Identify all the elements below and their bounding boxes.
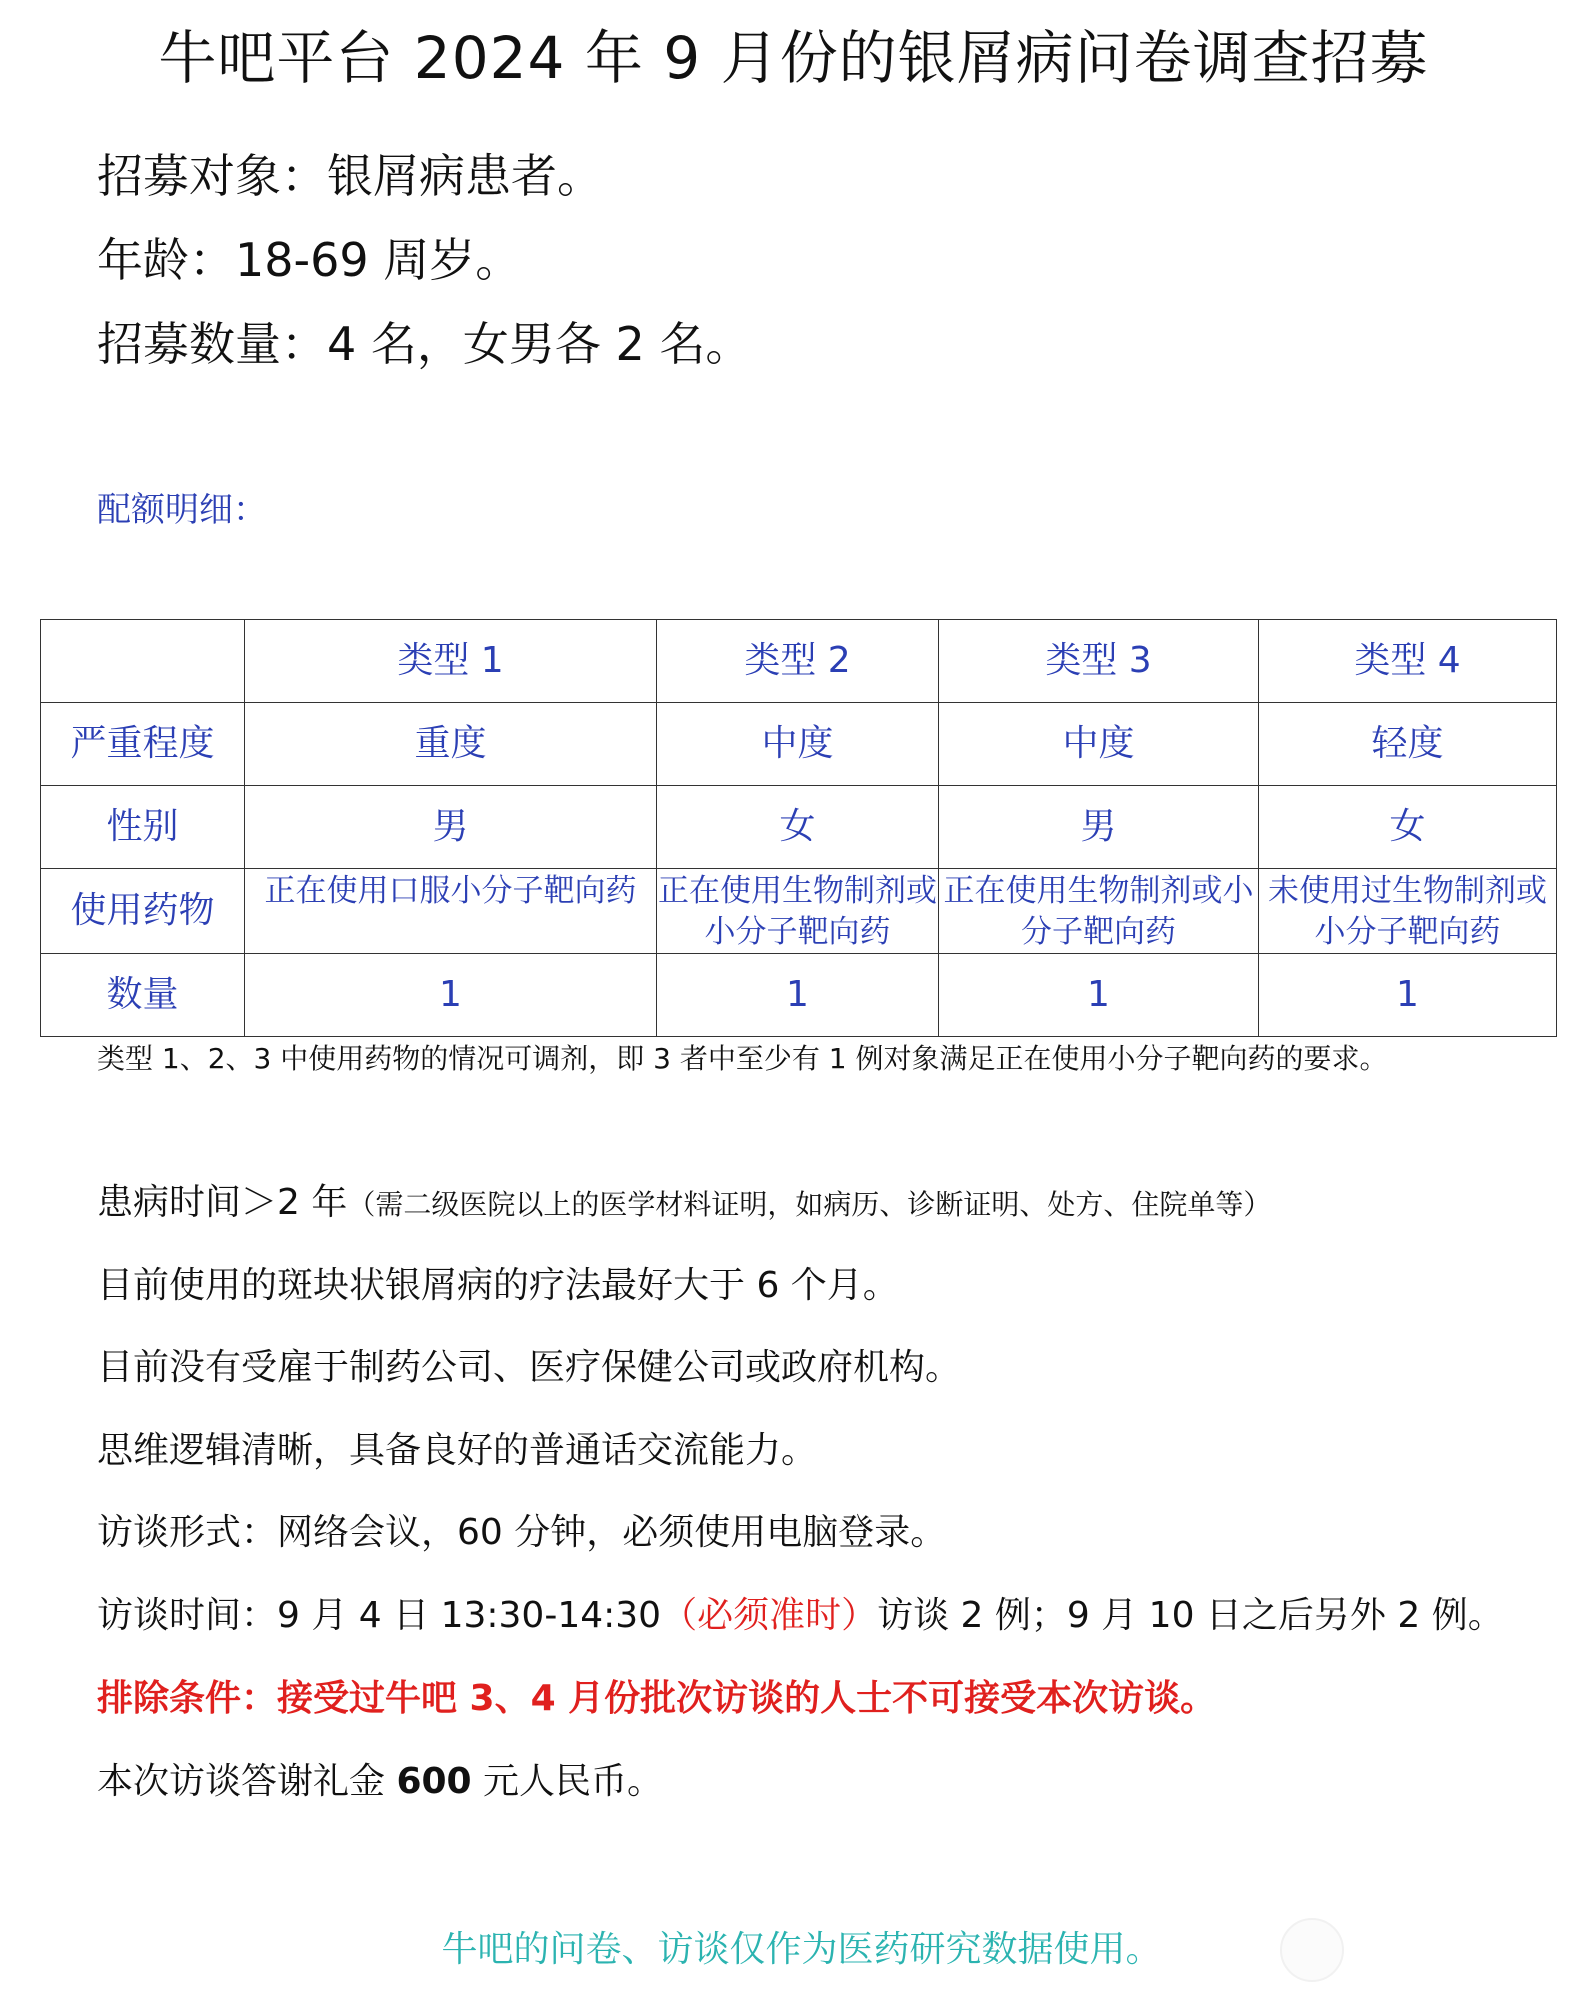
- table-header-cell: 类型 3: [939, 620, 1259, 703]
- table-cell: 男: [245, 786, 657, 869]
- table-cell: 1: [657, 954, 939, 1037]
- duration-requirement: [97, 1178, 1271, 1230]
- communication-requirement: 思维逻辑清晰，具备良好的普通话交流能力。: [97, 1430, 818, 1471]
- watermark-logo: [1280, 1918, 1344, 1982]
- therapy-requirement: 目前使用的斑块状银屑病的疗法最好大于 6 个月。: [97, 1265, 899, 1306]
- interview-time: [97, 1591, 1504, 1641]
- table-cell: 轻度: [1259, 703, 1557, 786]
- table-row: [41, 786, 1557, 869]
- table-cell: 重度: [245, 703, 657, 786]
- table-cell: 中度: [939, 703, 1259, 786]
- duration-main: 患病时间＞2 年: [97, 1182, 348, 1223]
- table-header-cell: 类型 1: [245, 620, 657, 703]
- punctuality-warning: （必须准时）: [661, 1595, 878, 1636]
- reward-amount: 600: [396, 1761, 472, 1802]
- table-row: [41, 954, 1557, 1037]
- table-cell: 男: [939, 786, 1259, 869]
- quota-table: [40, 619, 1557, 1037]
- table-cell: 未使用过生物制剂或小分子靶向药: [1259, 869, 1557, 954]
- footer-disclaimer: 牛吧的问卷、访谈仅作为医药研究数据使用。: [441, 1929, 1162, 1970]
- table-cell: 1: [1259, 954, 1557, 1037]
- quota-heading: 配额明细：: [97, 490, 267, 530]
- interview-time-main: 访谈时间：9 月 4 日 13:30-14:30: [97, 1595, 662, 1636]
- reward-prefix: 本次访谈答谢礼金: [97, 1761, 397, 1802]
- row-label: 严重程度: [41, 703, 245, 786]
- employment-requirement: 目前没有受雇于制药公司、医疗保健公司或政府机构。: [97, 1347, 962, 1388]
- recruit-target: 招募对象：银屑病患者。: [97, 149, 603, 203]
- duration-note: （需二级医院以上的医学材料证明，如病历、诊断证明、处方、住院单等）: [347, 1188, 1272, 1221]
- table-header-cell: [41, 620, 245, 703]
- table-cell: 正在使用口服小分子靶向药: [245, 869, 657, 954]
- table-cell: 1: [939, 954, 1259, 1037]
- table-cell: 1: [245, 954, 657, 1037]
- row-label: 数量: [41, 954, 245, 1037]
- table-cell: 中度: [657, 703, 939, 786]
- age-requirement: 年龄：18-69 周岁。: [97, 233, 522, 287]
- row-label: 使用药物: [41, 869, 245, 954]
- table-note: 类型 1、2、3 中使用药物的情况可调剂，即 3 者中至少有 1 例对象满足正在使用小分子靶向药的要求。: [97, 1042, 1388, 1075]
- table-header-cell: 类型 2: [657, 620, 939, 703]
- interview-format: 访谈形式：网络会议，60 分钟，必须使用电脑登录。: [97, 1512, 947, 1553]
- table-header-row: [41, 620, 1557, 703]
- exclusion-criteria: 排除条件：接受过牛吧 3、4 月份批次访谈的人士不可接受本次访谈。: [97, 1678, 1217, 1719]
- table-cell: 女: [1259, 786, 1557, 869]
- recruit-count: 招募数量：4 名，女男各 2 名。: [97, 317, 752, 371]
- table-header-cell: 类型 4: [1259, 620, 1557, 703]
- page-title: 牛吧平台 2024 年 9 月份的银屑病问卷调查招募: [158, 24, 1429, 92]
- table-cell: 正在使用生物制剂或小分子靶向药: [657, 869, 939, 954]
- reward-info: [97, 1757, 663, 1807]
- table-row: [41, 869, 1557, 954]
- reward-suffix: 元人民币。: [471, 1761, 664, 1802]
- interview-time-rest: 访谈 2 例；9 月 10 日之后另外 2 例。: [877, 1595, 1504, 1636]
- table-cell: 女: [657, 786, 939, 869]
- row-label: 性别: [41, 786, 245, 869]
- table-row: [41, 703, 1557, 786]
- table-cell: 正在使用生物制剂或小分子靶向药: [939, 869, 1259, 954]
